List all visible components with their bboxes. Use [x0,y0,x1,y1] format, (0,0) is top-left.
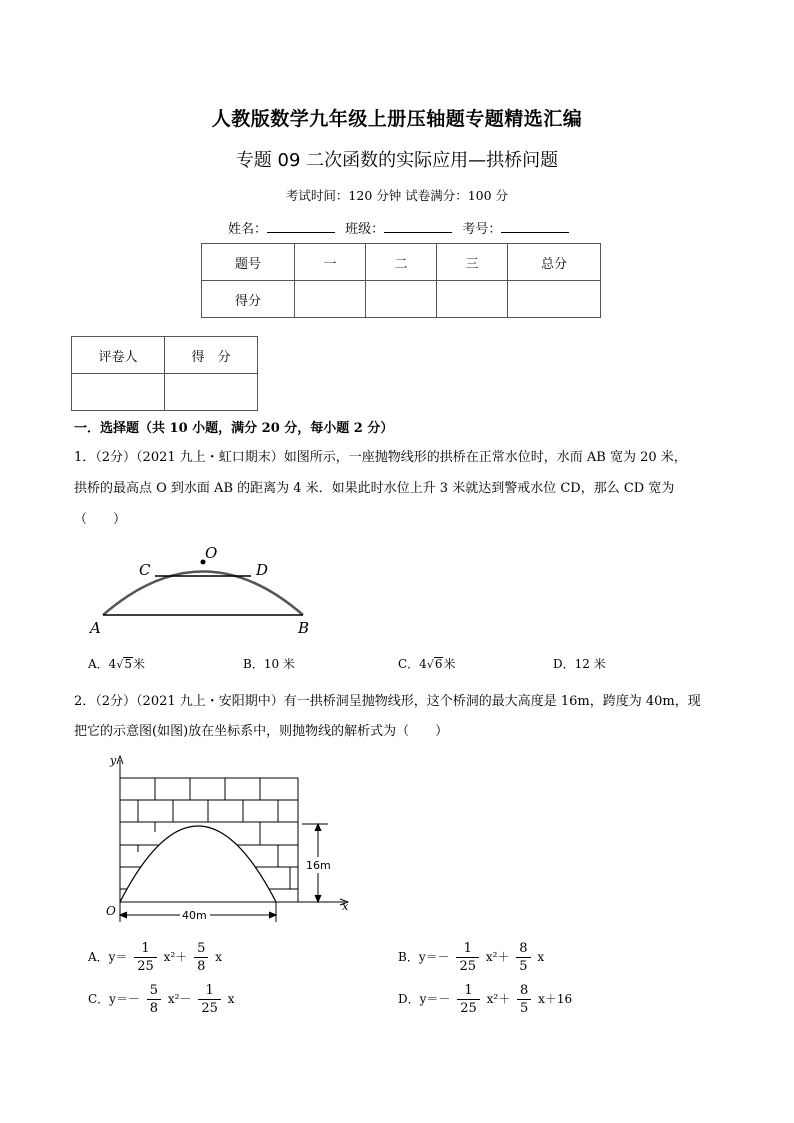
option-text: B．y＝－ [398,950,450,964]
score-header-cell: 总分 [508,244,601,281]
class-blank[interactable] [384,220,452,233]
y-axis-label: y [110,754,117,767]
span-arrow-left [120,912,127,918]
height-arrow-top [315,824,321,831]
option-text: x²－ [167,992,192,1006]
document-title: 人教版数学九年级上册压轴题专题精选汇编 [211,108,583,130]
document-subtitle: 专题 09 二次函数的实际应用—拱桥问题 [235,150,559,171]
q1-line2: 拱桥的最高点 O 到水面 AB 的距离为 4 米．如果此时水位上升 3 米就达到警戒水位 CD，那么 CD 宽为 [74,481,675,496]
student-info-row [228,218,575,237]
label-c: C [139,561,151,579]
grader-table [71,336,258,411]
option-text: A．y＝ [88,950,128,964]
score-cell[interactable] [366,281,437,318]
fraction: $\frac{5}{8}$ [147,982,161,1017]
score-header-cell: 题号 [202,244,295,281]
grader-cell[interactable] [72,374,165,411]
option-text: x²＋ [486,992,511,1006]
q1-option-a[interactable]: A．4√5米 [88,657,145,671]
score-header-cell: 一 [295,244,366,281]
name-label: 姓名： [228,222,268,237]
option-text: x＋16 [538,992,573,1006]
option-text: x [227,992,235,1006]
option-text: D．y＝－ [398,992,451,1006]
q2-option-d[interactable] [398,982,572,1017]
grader-cell[interactable] [165,374,258,411]
fraction: $\frac{1}{25}$ [457,982,480,1017]
grader-header-cell: 评卷人 [72,337,165,374]
fraction: $\frac{1}{25}$ [134,940,157,975]
q2-line2: 把它的示意图(如图)放在坐标系中，则抛物线的解析式为（ ） [74,724,449,739]
q1-line1: 1．（2分）（2021 九上・虹口期末）如图所示，一座抛物线形的拱桥在正常水位时，水而 AB 宽为 20 米， [74,450,687,465]
label-o: O [205,544,218,562]
option-text: 米 [132,657,145,671]
span-arrow-right [269,912,276,918]
number-label: 考号： [462,222,502,237]
x-axis-label: x [342,900,349,913]
fraction: $\frac{8}{5}$ [517,982,531,1017]
fraction: $\frac{1}{25}$ [456,940,479,975]
fraction: $\frac{8}{5}$ [516,940,530,975]
bridge-arch [103,572,303,616]
option-text: 米 [443,657,456,671]
score-header-cell: 二 [366,244,437,281]
option-text: C．y＝－ [88,992,140,1006]
score-cell[interactable] [295,281,366,318]
q2-option-c[interactable] [88,982,234,1017]
q1-option-b[interactable]: B．10 米 [243,657,295,671]
option-text: C．4 [398,657,427,671]
radicand: 6 [434,657,443,671]
fraction: $\frac{1}{25}$ [198,982,221,1017]
span-label: 40m [182,909,207,922]
score-row-label: 得分 [202,281,295,318]
score-header-cell: 三 [437,244,508,281]
q2-bridge-figure [100,752,355,927]
radicand: 5 [124,657,132,671]
q1-bridge-figure [88,540,328,640]
option-text: x [215,950,222,964]
label-b: B [298,619,310,637]
q1-option-d[interactable]: D．12 米 [553,657,606,671]
class-label: 班级： [345,222,385,237]
q1-line3: （ ） [74,512,127,527]
q2-line1: 2．（2分）（2021 九上・安阳期中）有一拱桥洞呈抛物线形，这个桥洞的最大高度是 16m，跨度为 40m，现 [74,694,701,709]
origin-label: O [106,904,116,918]
option-text: x [537,950,545,964]
fraction: $\frac{5}{8}$ [194,940,208,975]
section-title: 一．选择题（共 10 小题，满分 20 分，每小题 2 分） [74,421,394,436]
q2-option-a[interactable] [88,940,222,975]
option-text: A．4 [88,657,117,671]
exam-info: 考试时间：120 分钟 试卷满分：100 分 [285,188,509,203]
grader-header-cell: 得 分 [165,337,258,374]
q1-option-c[interactable]: C．4√6米 [398,657,456,671]
score-table [201,243,601,318]
option-text: x²＋ [485,950,510,964]
score-cell[interactable] [508,281,601,318]
number-blank[interactable] [501,220,569,233]
label-a: A [90,619,101,637]
q2-option-b[interactable] [398,940,544,975]
name-blank[interactable] [267,220,335,233]
label-d: D [256,561,269,579]
option-text: x²＋ [163,950,188,964]
score-cell[interactable] [437,281,508,318]
height-arrow-bottom [315,895,321,902]
height-label: 16m [306,859,331,872]
